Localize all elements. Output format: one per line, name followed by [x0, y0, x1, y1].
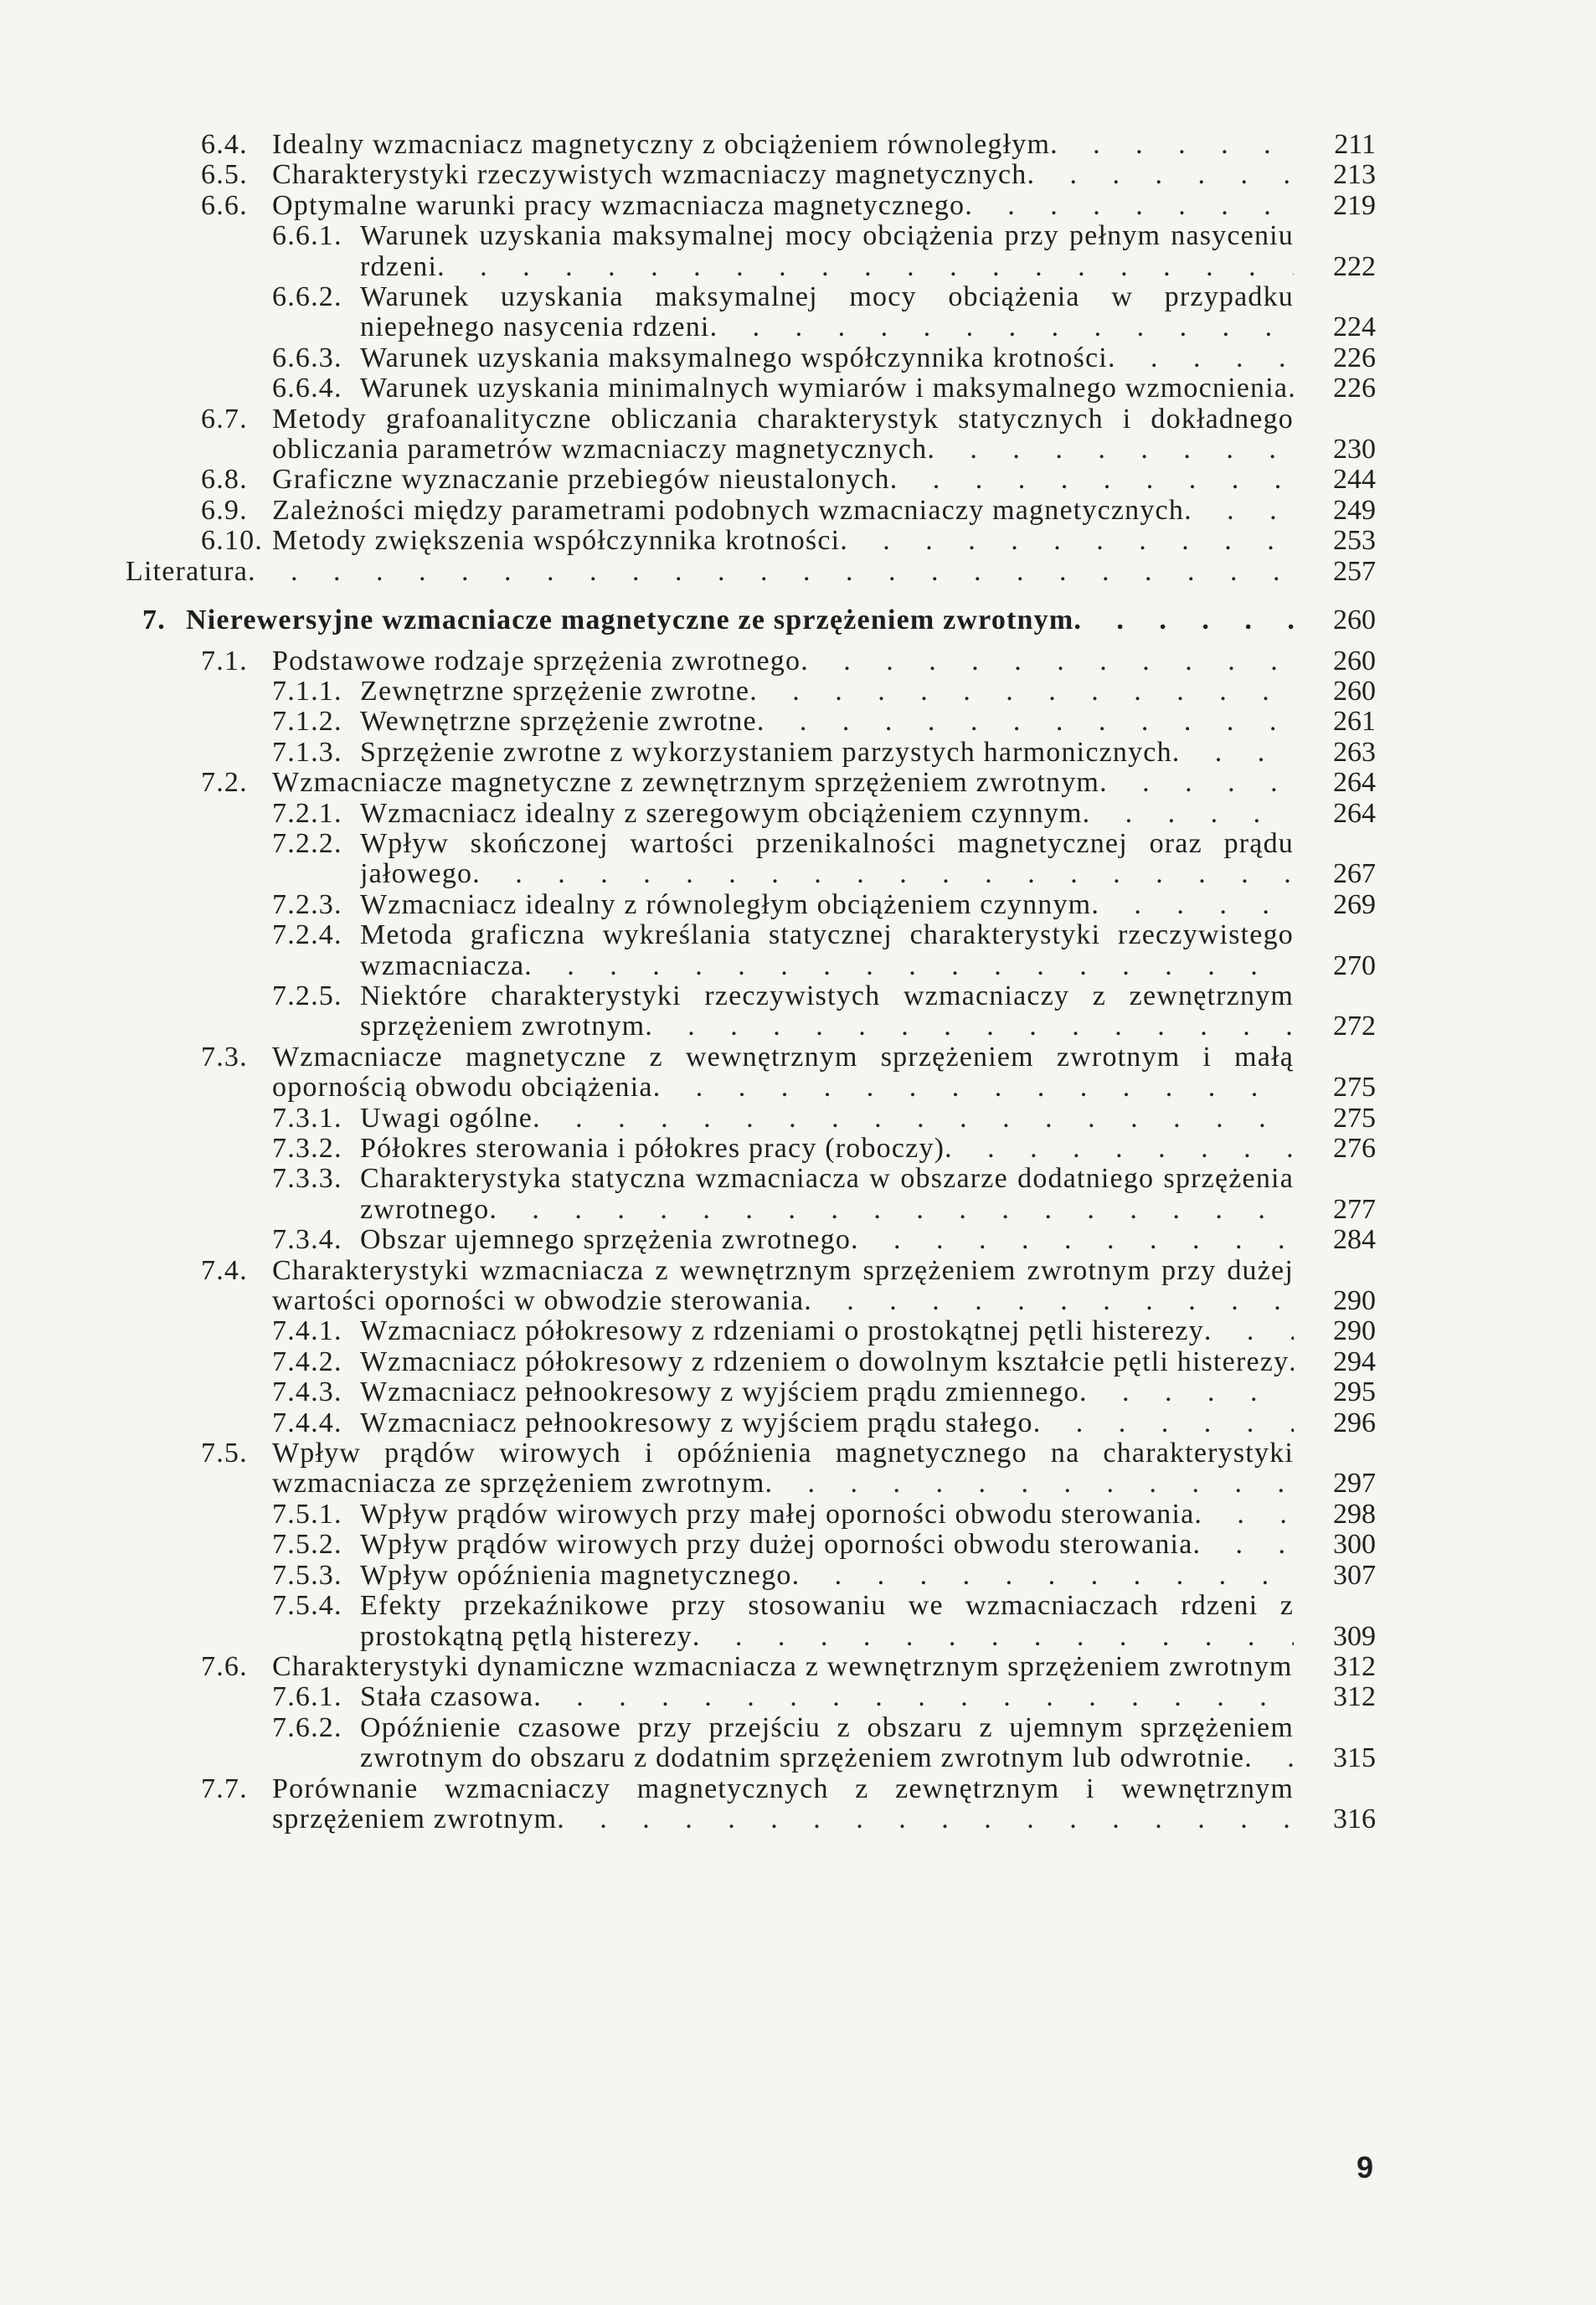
page-ref: 260 — [1333, 605, 1376, 636]
page-ref: 264 — [1333, 767, 1376, 799]
section-number: 7.1.3. — [272, 736, 342, 768]
section-title-wrap — [272, 1438, 1294, 1500]
toc-entry — [0, 496, 1596, 526]
section-title-wrap — [360, 1408, 1294, 1438]
section-title: Graficzne wyznaczanie przebiegów nieustalonych — [272, 465, 890, 496]
page-ref: 270 — [1333, 949, 1376, 981]
section-number: 7.3.4. — [272, 1224, 342, 1256]
toc-entry — [0, 282, 1596, 343]
section-title: Charakterystyki dynamiczne wzmacniacza z wewnętrznym sprzężeniem zwrotnym — [272, 1651, 1293, 1682]
section-title-wrap — [360, 920, 1294, 981]
page-ref: 290 — [1333, 1315, 1376, 1347]
page-ref: 276 — [1333, 1133, 1376, 1164]
toc-entry — [0, 130, 1596, 160]
toc-entry — [0, 526, 1596, 556]
section-number: 6.6.1. — [272, 220, 342, 252]
section-title-wrap — [360, 1682, 1294, 1712]
page-ref: 230 — [1333, 434, 1376, 466]
section-title: Warunek uzyskania maksymalnej mocy obciążenia w przypadku niepełnego nasycenia rdzeni — [360, 282, 1294, 343]
section-title: Metoda graficzna wykreślania statycznej charakterystyki rzeczywistego wzmacniacza — [360, 920, 1294, 981]
section-title-wrap — [272, 646, 1294, 677]
toc-entry — [0, 1347, 1596, 1377]
page-ref: 294 — [1333, 1345, 1376, 1377]
section-number: 6.10. — [201, 525, 263, 557]
section-number: 7.2.1. — [272, 797, 342, 829]
section-title: Optymalne warunki pracy wzmacniacza magnetycznego — [272, 190, 965, 221]
section-title-wrap — [272, 1042, 1294, 1104]
toc-entry — [0, 646, 1596, 677]
page-ref: 284 — [1333, 1224, 1376, 1256]
section-title-wrap — [272, 1652, 1294, 1682]
page-ref: 264 — [1333, 797, 1376, 829]
section-number: 7.2.5. — [272, 980, 342, 1011]
section-title-wrap — [360, 677, 1294, 707]
section-title-wrap — [360, 1591, 1294, 1652]
section-title-wrap — [360, 1713, 1294, 1774]
section-title-wrap — [272, 526, 1294, 556]
section-number: 7.1. — [201, 645, 248, 677]
section-title-wrap — [272, 1256, 1294, 1317]
section-title: Wzmacniacz idealny z równoległym obciążeniem czynnym — [360, 889, 1092, 920]
section-number: 6.6. — [201, 189, 248, 221]
toc-entry — [0, 404, 1596, 466]
toc-entry — [0, 1530, 1596, 1560]
section-number: 6.6.3. — [272, 342, 342, 373]
toc-entry — [0, 1164, 1596, 1225]
toc-entry — [0, 1438, 1596, 1500]
section-number: 7. — [142, 605, 166, 636]
page-ref: 312 — [1333, 1681, 1376, 1713]
section-title-wrap — [360, 343, 1294, 373]
section-number: 7.6.1. — [272, 1681, 342, 1713]
section-number: 7.3.1. — [272, 1102, 342, 1134]
page-ref: 260 — [1333, 675, 1376, 707]
section-number: 6.9. — [201, 494, 248, 526]
section-title-wrap — [360, 1164, 1294, 1225]
section-number: 7.2.2. — [272, 827, 342, 859]
section-number: 7.1.1. — [272, 675, 342, 707]
section-number: 6.6.4. — [272, 373, 342, 404]
page-ref: 309 — [1333, 1620, 1376, 1652]
toc-entry — [0, 1652, 1596, 1682]
section-title: Zewnętrzne sprzężenie zwrotne — [360, 676, 750, 707]
toc-entry — [0, 1256, 1596, 1317]
section-title: Wzmacniacz pełnookresowy z wyjściem prądu zmiennego — [360, 1377, 1079, 1408]
section-title-wrap — [272, 130, 1294, 160]
section-number: 7.6. — [201, 1650, 248, 1682]
toc-entry — [0, 677, 1596, 707]
section-title: Warunek uzyskania minimalnych wymiarów i maksymalnego wzmocnienia — [360, 373, 1289, 404]
section-title-wrap — [272, 1774, 1294, 1835]
page-ref: 316 — [1333, 1803, 1376, 1834]
table-of-contents — [0, 130, 1596, 1834]
section-number: 7.3. — [201, 1041, 248, 1073]
section-number: 7.4. — [201, 1254, 248, 1286]
toc-entry — [0, 1316, 1596, 1346]
page-ref: 249 — [1333, 494, 1376, 526]
section-number: 7.5. — [201, 1438, 248, 1469]
section-number: 7.4.3. — [272, 1376, 342, 1408]
section-number: 7.1.2. — [272, 706, 342, 738]
page-ref: 315 — [1333, 1742, 1376, 1774]
section-title-wrap — [360, 981, 1294, 1042]
section-number: 7.3.3. — [272, 1163, 342, 1195]
page-ref: 219 — [1333, 189, 1376, 221]
page-ref: 260 — [1333, 645, 1376, 677]
section-title-wrap — [360, 1377, 1294, 1407]
section-title: Wzmacniacz idealny z szeregowym obciążeniem czynnym — [360, 798, 1083, 829]
section-title-wrap — [360, 373, 1294, 404]
toc-entry — [0, 343, 1596, 373]
section-title: Metody zwiększenia współczynnika krotności — [272, 526, 841, 557]
section-title: Podstawowe rodzaje sprzężenia zwrotnego — [272, 646, 801, 677]
section-title: Wzmacniacz pełnookresowy z wyjściem prądu stałego — [360, 1407, 1033, 1438]
section-title: Wpływ prądów wirowych przy małej oporności obwodu sterowania — [360, 1499, 1195, 1530]
section-title-wrap — [360, 1316, 1294, 1346]
section-title-wrap — [360, 1561, 1294, 1591]
section-title: Porównanie wzmacniaczy magnetycznych z zewnętrznym i wewnętrznym sprzężeniem zwrotnym — [272, 1773, 1294, 1834]
section-title: Nierewersyjne wzmacniacze magnetyczne ze sprzężeniem zwrotnym — [186, 605, 1074, 636]
page-ref: 222 — [1333, 250, 1376, 282]
section-number: 7.4.1. — [272, 1315, 342, 1347]
toc-entry — [0, 1682, 1596, 1712]
toc-entry — [0, 221, 1596, 282]
section-title: Charakterystyki wzmacniacza z wewnętrznym sprzężeniem zwrotnym przy dużej wartości oporności w obwodzie sterowania — [272, 1255, 1294, 1317]
page-ref: 312 — [1333, 1650, 1376, 1682]
section-title: Wzmacniacze magnetyczne z zewnętrznym sprzężeniem zwrotnym — [272, 768, 1100, 799]
section-title: Niektóre charakterystyki rzeczywistych wzmacniaczy z zewnętrznym sprzężeniem zwrotnym — [360, 980, 1294, 1042]
section-title-wrap — [360, 1134, 1294, 1164]
section-title-wrap — [360, 799, 1294, 829]
page-ref: 267 — [1333, 858, 1376, 890]
section-number: 6.7. — [201, 403, 248, 435]
section-number: 7.4.2. — [272, 1345, 342, 1377]
section-title: Wzmacniacz półokresowy z rdzeniami o prostokątnej pętli histerezy — [360, 1316, 1204, 1347]
toc-entry — [0, 1774, 1596, 1835]
section-title: Literatura — [126, 556, 249, 587]
section-number: 6.4. — [201, 129, 248, 160]
section-title: Metody grafoanalityczne obliczania charakterystyk statycznych i dokładnego obliczania parametrów wzmacniaczy magnetycznych — [272, 404, 1294, 466]
toc-entry — [0, 1713, 1596, 1774]
section-title-wrap — [360, 1104, 1294, 1134]
toc-entry — [0, 829, 1596, 890]
section-title-wrap — [272, 160, 1294, 190]
toc-entry — [0, 557, 1596, 587]
section-title-wrap — [272, 496, 1294, 526]
section-title-wrap — [360, 221, 1294, 282]
page-ref: 307 — [1333, 1559, 1376, 1591]
section-title-wrap — [360, 707, 1294, 737]
section-title: Wpływ prądów wirowych przy dużej oporności obwodu sterowania — [360, 1530, 1193, 1561]
toc-entry — [0, 707, 1596, 737]
page-ref: 226 — [1333, 342, 1376, 373]
section-title-wrap — [126, 557, 1294, 587]
page-ref: 263 — [1333, 736, 1376, 768]
section-title: Idealny wzmacniacz magnetyczny z obciążeniem równoległym — [272, 130, 1051, 160]
toc-entry — [0, 1408, 1596, 1438]
section-title: Uwagi ogólne — [360, 1103, 533, 1134]
toc-entry — [0, 465, 1596, 495]
page-ref: 257 — [1333, 555, 1376, 587]
section-title: Efekty przekaźnikowe przy stosowaniu we wzmacniaczach rdzeni z prostokątną pętlą histerezy — [360, 1591, 1294, 1652]
section-title: Wzmacniacz półokresowy z rdzeniem o dowolnym kształcie pętli histerezy — [360, 1346, 1290, 1377]
section-title-wrap — [360, 1500, 1294, 1530]
page-ref: 275 — [1333, 1072, 1376, 1104]
section-number: 7.6.2. — [272, 1711, 342, 1743]
page-number: 9 — [1357, 2150, 1374, 2184]
section-title: Warunek uzyskania maksymalnego współczynnika krotności — [360, 342, 1108, 373]
section-title-wrap — [360, 1225, 1294, 1255]
section-title: Sprzężenie zwrotne z wykorzystaniem parzystych harmonicznych — [360, 737, 1172, 768]
section-title: Wpływ skończonej wartości przenikalności magnetycznej oraz prądu jałowego — [360, 828, 1294, 890]
page-ref: 277 — [1333, 1193, 1376, 1225]
toc-entry — [0, 768, 1596, 798]
section-title: Obszar ujemnego sprzężenia zwrotnego — [360, 1225, 852, 1256]
section-title: Charakterystyki rzeczywistych wzmacniaczy magnetycznych — [272, 160, 1027, 191]
section-title-wrap — [360, 738, 1294, 768]
section-number: 7.5.1. — [272, 1498, 342, 1530]
page-ref: 272 — [1333, 1011, 1376, 1042]
section-title-wrap — [360, 1530, 1294, 1560]
page-ref: 224 — [1333, 311, 1376, 343]
section-title-wrap — [360, 282, 1294, 343]
page-ref: 253 — [1333, 525, 1376, 557]
toc-entry — [0, 1225, 1596, 1255]
section-title: Charakterystyka statyczna wzmacniacza w obszarze dodatniego sprzężenia zwrotnego — [360, 1164, 1294, 1225]
toc-entry — [0, 799, 1596, 829]
section-number: 6.5. — [201, 159, 248, 191]
section-title-wrap — [272, 768, 1294, 798]
page-ref: 290 — [1333, 1285, 1376, 1317]
section-number: 7.3.2. — [272, 1133, 342, 1164]
toc-entry — [0, 890, 1596, 920]
section-title: Wpływ prądów wirowych i opóźnienia magnetycznego na charakterystyki wzmacniacza ze sprzężeniem zwrotnym — [272, 1438, 1294, 1500]
section-number: 7.2.4. — [272, 919, 342, 951]
toc-entry — [0, 1104, 1596, 1134]
section-title: Wewnętrzne sprzężenie zwrotne — [360, 707, 757, 738]
toc-entry — [0, 1500, 1596, 1530]
page-ref: 275 — [1333, 1102, 1376, 1134]
page-ref: 261 — [1333, 706, 1376, 738]
section-number: 6.8. — [201, 464, 248, 496]
page-ref: 297 — [1333, 1468, 1376, 1500]
page-ref: 300 — [1333, 1529, 1376, 1561]
section-number: 7.2.3. — [272, 888, 342, 920]
section-number: 7.7. — [201, 1772, 248, 1804]
section-number: 6.6.2. — [272, 281, 342, 313]
toc-entry — [0, 1134, 1596, 1164]
section-title-wrap — [360, 829, 1294, 890]
toc-entry — [0, 1591, 1596, 1652]
toc-entry — [0, 738, 1596, 768]
toc-entry — [0, 1042, 1596, 1104]
section-number: 7.5.2. — [272, 1529, 342, 1561]
section-number: 7.5.4. — [272, 1590, 342, 1622]
toc-entry — [0, 1561, 1596, 1591]
section-title: Półokres sterowania i półokres pracy (roboczy) — [360, 1134, 945, 1164]
section-number: 7.4.4. — [272, 1407, 342, 1438]
chapter-entry — [0, 605, 1596, 635]
page-ref: 211 — [1334, 129, 1376, 160]
section-number: 7.5.3. — [272, 1559, 342, 1591]
section-title-wrap — [272, 191, 1294, 221]
toc-entry — [0, 191, 1596, 221]
section-title: Zależności między parametrami podobnych wzmacniaczy magnetycznych — [272, 495, 1185, 526]
section-title-wrap — [360, 890, 1294, 920]
section-title: Warunek uzyskania maksymalnej mocy obciążenia przy pełnym nasyceniu rdzeni — [360, 221, 1294, 282]
section-number: 7.2. — [201, 767, 248, 799]
toc-entry — [0, 981, 1596, 1042]
section-title: Stała czasowa — [360, 1682, 534, 1713]
section-title-wrap — [272, 465, 1294, 495]
toc-entry — [0, 373, 1596, 404]
page-ref: 269 — [1333, 888, 1376, 920]
section-title-wrap — [186, 605, 1294, 635]
section-title-wrap — [272, 404, 1294, 466]
page-ref: 295 — [1333, 1376, 1376, 1408]
section-title: Wzmacniacze magnetyczne z wewnętrznym sprzężeniem zwrotnym i małą opornością obwodu obciążenia — [272, 1042, 1294, 1104]
toc-entry — [0, 160, 1596, 190]
toc-entry — [0, 1377, 1596, 1407]
page-ref: 213 — [1333, 159, 1376, 191]
page-ref: 298 — [1333, 1498, 1376, 1530]
section-title-wrap — [360, 1347, 1294, 1377]
page-ref: 226 — [1333, 373, 1376, 404]
page-ref: 244 — [1333, 464, 1376, 496]
section-title: Opóźnienie czasowe przy przejściu z obszaru z ujemnym sprzężeniem zwrotnym do obszaru z dodatnim sprzężeniem zwrotnym lub odwrotnie — [360, 1712, 1294, 1774]
toc-entry — [0, 920, 1596, 981]
page-ref: 296 — [1333, 1407, 1376, 1438]
section-title: Wpływ opóźnienia magnetycznego — [360, 1560, 792, 1591]
